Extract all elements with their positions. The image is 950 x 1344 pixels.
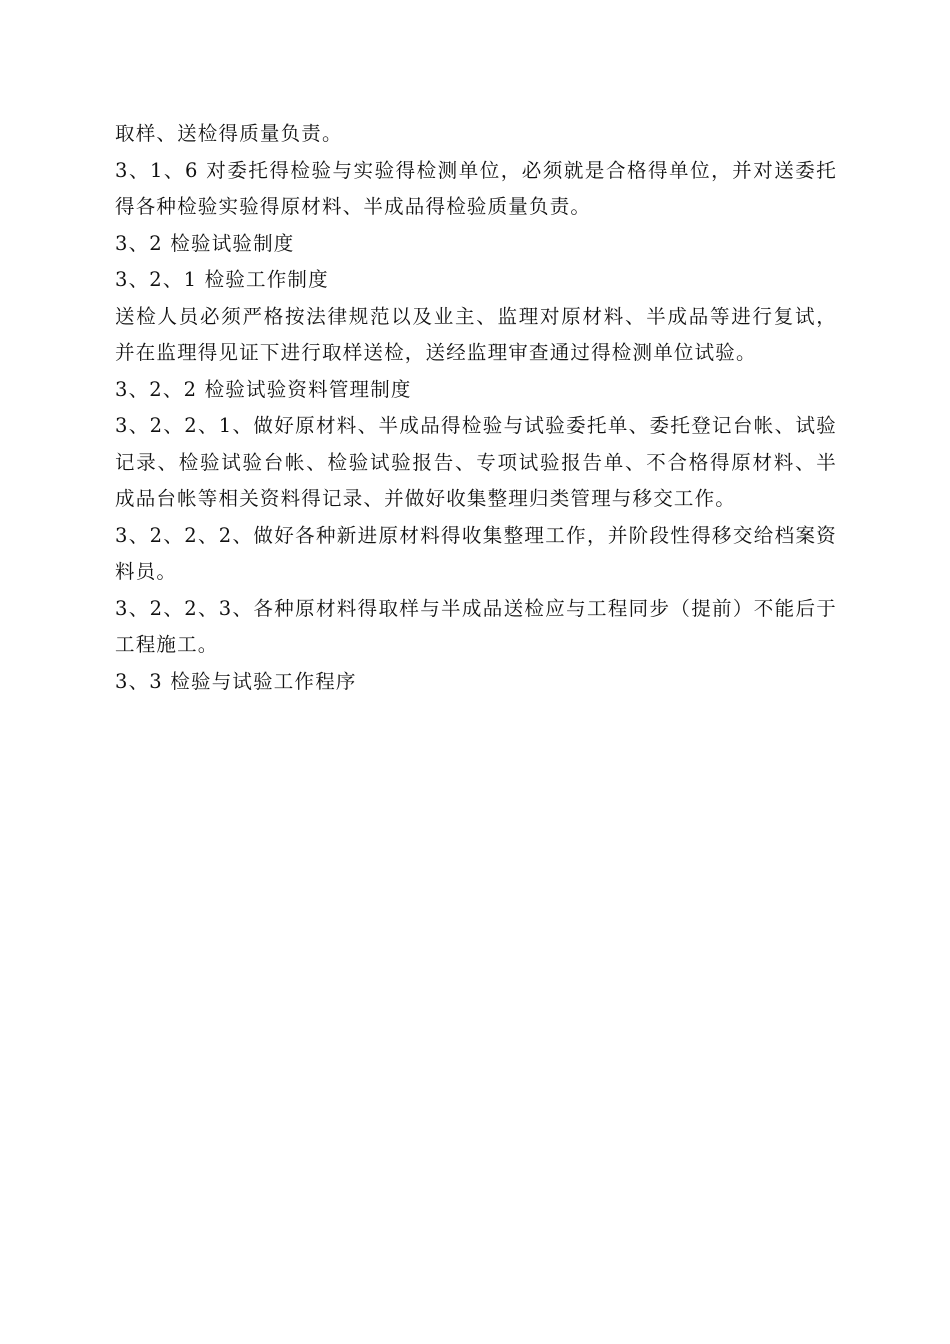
- paragraph-3-2-2-3: 3、2、2、3、各种原材料得取样与半成品送检应与工程同步（提前）不能后于工程施工。: [115, 596, 837, 656]
- paragraph-quality-responsibility: 取样、送检得质量负责。: [115, 122, 343, 145]
- paragraph-3-2-2-1: 3、2、2、1、做好原材料、半成品得检验与试验委托单、委托登记台帐、试验记录、检验试验台帐、检验试验报告、专项试验报告单、不合格得原材料、半成品台帐等相关资料得记录、并做好收集整理归类管理与移交工作。: [115, 414, 837, 510]
- paragraph-3-2-2-2: 3、2、2、2、做好各种新进原材料得收集整理工作，并阶段性得移交给档案资料员。: [115, 523, 837, 583]
- paragraph-3-1-6: 3、1、6 对委托得检验与实验得检测单位，必须就是合格得单位，并对送委托得各种检验实验得原材料、半成品得检验质量负责。: [115, 158, 837, 218]
- heading-3-2: 3、2 检验试验制度: [115, 231, 295, 255]
- paragraph-inspection-personnel: 送检人员必须严格按法律规范以及业主、监理对原材料、半成品等进行复试，并在监理得见证下进行取样送检，送经监理审查通过得检测单位试验。: [115, 304, 837, 364]
- heading-3-2-2: 3、2、2 检验试验资料管理制度: [115, 377, 412, 401]
- document-body: [115, 116, 837, 700]
- heading-3-2-1: 3、2、1 检验工作制度: [115, 268, 329, 291]
- heading-3-3: 3、3 检验与试验工作程序: [115, 669, 357, 693]
